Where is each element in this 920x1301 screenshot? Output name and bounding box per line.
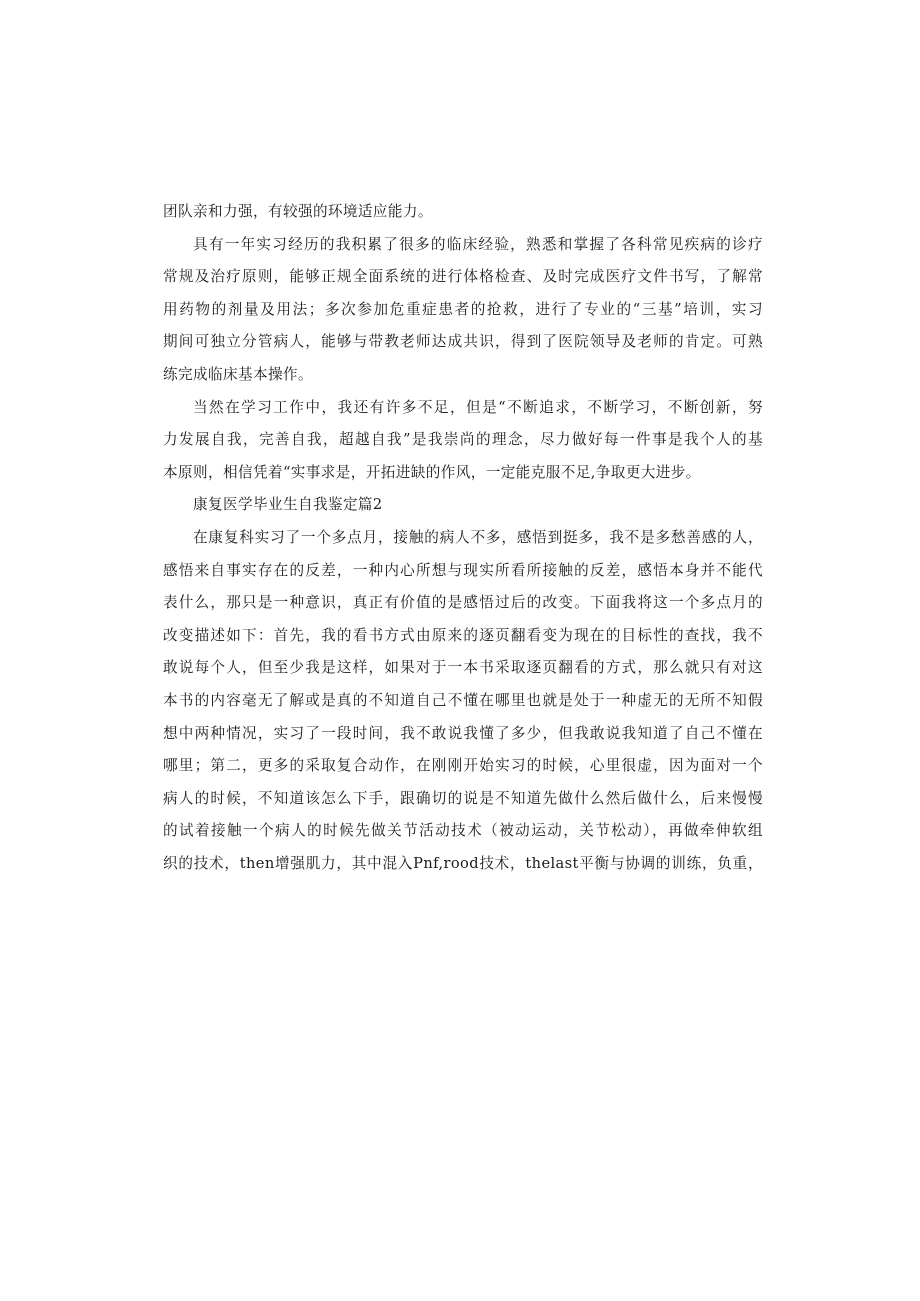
paragraph-1 xyxy=(163,196,763,229)
paragraph-4-line-7: 想中两种情况，实习了一段时间，我不敢说我懂了多少，但我敢说我知道了自己不懂在 xyxy=(163,724,763,742)
paragraph-2-line-2: 常规及治疗原则，能够正规全面系统的进行体格检查、及时完成医疗文件书写，了解常 xyxy=(163,268,763,286)
paragraph-4-line-5: 敢说每个人，但至少我是这样，如果对于一本书采取逐页翻看的方式，那么就只有对这 xyxy=(163,659,763,677)
paragraph-4-line-11: 织的技术，then增强肌力，其中混入Pnf,rood技术，thelast平衡与协调的训练，负重， xyxy=(163,854,763,872)
paragraph-4-line-6: 本书的内容毫无了解或是真的不知道自己不懂在哪里也就是处于一种虚无的无所不知假 xyxy=(163,691,763,709)
paragraph-2-line-1: 具有一年实习经历的我积累了很多的临床经验，熟悉和掌握了各科常见疾病的诊疗 xyxy=(193,235,763,253)
paragraph-2-line-4: 期间可独立分管病人，能够与带教老师达成共识，得到了医院领导及老师的肯定。可熟 xyxy=(163,333,763,351)
paragraph-4-line-10: 的试着接触一个病人的时候先做关节活动技术（被动运动，关节松动），再做牵伸软组 xyxy=(163,822,763,840)
paragraph-4 xyxy=(163,522,763,881)
paragraph-2-line-5: 练完成临床基本操作。 xyxy=(163,365,313,383)
document-body xyxy=(163,196,763,880)
paragraph-4-line-3: 表什么，那只是一种意识，真正有价值的是感悟过后的改变。下面我将这一个多点月的 xyxy=(163,594,763,612)
paragraph-2-line-3: 用药物的剂量及用法；多次参加危重症患者的抢救，进行了专业的“三基”培训，实习 xyxy=(163,300,763,318)
paragraph-4-line-1: 在康复科实习了一个多点月，接触的病人不多，感悟到挺多，我不是多愁善感的人， xyxy=(193,528,763,546)
paragraph-3 xyxy=(163,392,763,490)
paragraph-4-line-9: 病人的时候，不知道该怎么下手，跟确切的说是不知道先做什么然后做什么，后来慢慢 xyxy=(163,789,763,807)
paragraph-4-line-2: 感悟来自事实存在的反差，一种内心所想与现实所看所接触的反差，感悟本身并不能代 xyxy=(163,561,763,579)
paragraph-3-line-3: 本原则，相信凭着“实事求是，开拓进缺的作风，一定能克服不足,争取更大进步。 xyxy=(163,463,701,481)
paragraph-4-line-8: 哪里；第二，更多的采取复合动作，在刚刚开始实习的时候，心里很虚，因为面对一个 xyxy=(163,757,763,775)
section-heading: 康复医学毕业生自我鉴定篇2 xyxy=(193,496,383,514)
paragraph-4-line-4: 改变描述如下：首先，我的看书方式由原来的逐页翻看变为现在的目标性的查找，我不 xyxy=(163,626,763,644)
paragraph-1-line-1: 团队亲和力强，有较强的环境适应能力。 xyxy=(163,203,433,220)
paragraph-2 xyxy=(163,229,763,392)
paragraph-3-line-2: 力发展自我，完善自我，超越自我”是我崇尚的理念，尽力做好每一件事是我个人的基 xyxy=(163,431,763,449)
paragraph-3-line-1: 当然在学习工作中，我还有许多不足，但是“不断追求，不断学习，不断创新，努 xyxy=(193,398,763,416)
